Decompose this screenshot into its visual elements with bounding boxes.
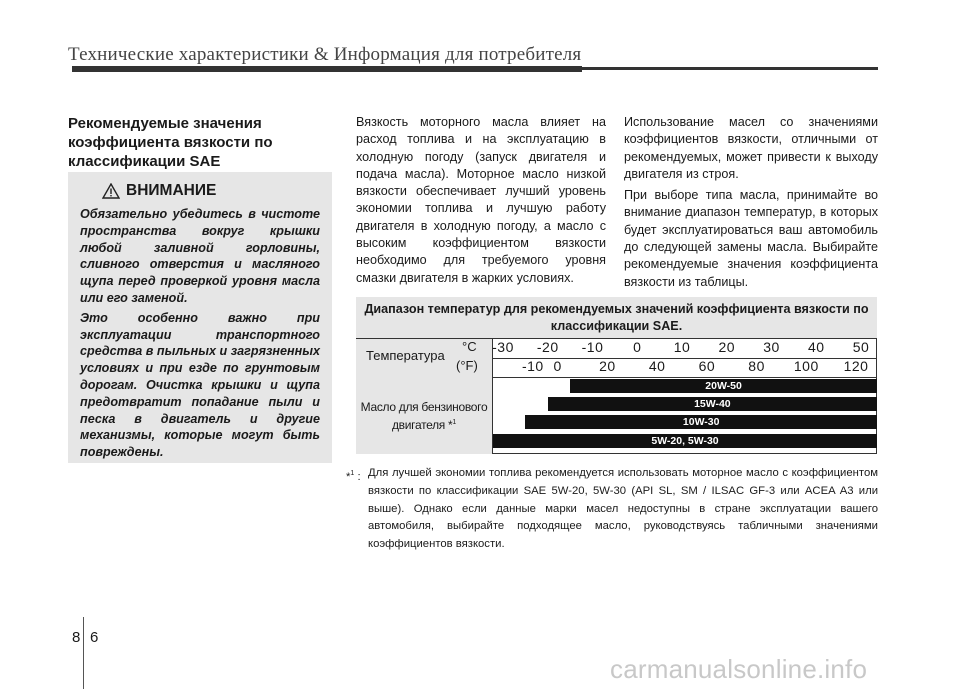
warning-triangle-icon: [102, 183, 120, 199]
fahrenheit-tick: 80: [748, 358, 765, 374]
page-number-divider: [83, 617, 84, 689]
page-number: 6: [90, 629, 99, 646]
warning-label: ВНИМАНИЕ: [126, 182, 217, 199]
right-paragraph-1: Использование масел со значениями коэффициентов вязкости, отличными от рекомендуемых, может привести к выходу двигателя из строя.: [624, 115, 878, 181]
celsius-tick: 0: [633, 339, 642, 355]
temperature-label: Температура: [366, 348, 445, 363]
page-header-title: Технические характеристики & Информация для потребителя: [68, 44, 582, 65]
viscosity-paragraph: Вязкость моторного масла влияет на расход топлива и на эксплуатацию в холодную погоду (запуск двигателя и подача масла). Моторное масло низкой вязкости обеспечивает лучший уровень экономии топлива и лучшую работу двигателя в холодную погоду, а масло с высоким коэффициентом вязкости необходимо для требуемого уровня смазки двигателя в жарких условиях.: [356, 115, 606, 285]
fahrenheit-tick: 20: [599, 358, 616, 374]
right-column: [624, 114, 878, 295]
footnote-mark: *$^1$ :: [346, 470, 361, 483]
section-title: Рекомендуемые значения коэффициента вязкости по классификации SAE: [68, 115, 273, 170]
unit-celsius: °C: [462, 339, 477, 354]
celsius-tick: 30: [763, 339, 780, 355]
fahrenheit-scale: [493, 358, 877, 378]
warning-header: [102, 182, 320, 200]
celsius-tick: 50: [852, 339, 870, 355]
celsius-scale: [493, 339, 877, 359]
celsius-tick: 20: [718, 339, 736, 355]
middle-column: [356, 114, 606, 287]
oil-label: Масло для бензинового двигателя *: [360, 400, 488, 432]
celsius-tick: -20: [536, 339, 559, 355]
celsius-tick: 10: [673, 339, 691, 355]
celsius-tick: -10: [581, 339, 604, 355]
fahrenheit-tick: 60: [698, 358, 716, 374]
fahrenheit-tick: -10: [521, 358, 544, 374]
table-title: Диапазон температур для рекомендуемых значений коэффициента вязкости по классификации SAE.: [356, 297, 877, 339]
fahrenheit-tick: 100: [793, 358, 819, 374]
oil-label-cell: [356, 377, 493, 454]
celsius-tick: -30: [492, 339, 514, 355]
header-rule-accent: [72, 66, 582, 72]
viscosity-bar: 10W-30: [525, 415, 877, 429]
viscosity-bar: 20W-50: [570, 379, 877, 393]
celsius-tick: 40: [807, 339, 825, 355]
fahrenheit-tick: 0: [553, 358, 562, 374]
watermark: carmanualsonline.info: [610, 654, 868, 684]
right-paragraph-2: При выборе типа масла, принимайте во внимание диапазон температур, в которых будет эксплуатироваться ваш автомобиль до следующей замены масла. Выбирайте рекомендуемые значения коэффициента вязкости из таблицы.: [624, 188, 878, 289]
page-number-chapter: 8: [72, 629, 81, 646]
fahrenheit-tick: 120: [843, 358, 869, 374]
footnote: [346, 465, 878, 554]
viscosity-bars: [493, 377, 877, 454]
viscosity-bar: 5W-20, 5W-30: [493, 434, 877, 448]
footnote-text: Для лучшей экономии топлива рекомендуется использовать моторное масло с коэффициентом вязкости по классификации SAE 5W-20, 5W-30 (API SL, SM / ILSAC GF-3 или ACEA A3 или выше). Однако если данные марки масел недоступны в стране эксплуатации вашего автомобиля, выбирайте подходящее масло, руководствуясь табличными значениями коэффициентов вязкости.: [368, 467, 878, 551]
viscosity-bar: 15W-40: [548, 397, 877, 411]
oil-label-sup: 1: [452, 419, 457, 426]
unit-fahrenheit: (°F): [456, 358, 478, 373]
fahrenheit-tick: 40: [648, 358, 666, 374]
warning-box: [68, 172, 332, 463]
warning-paragraph-2: Это особенно важно при эксплуатации транспортного средства в пыльных и загрязненных условиях и при езде по грунтовым дорогам. Очистка крышки и щупа предотвратит попадание пыли и песка в двигатель и другие механизмы, которые могут быть повреждены.: [80, 310, 320, 460]
warning-paragraph-1: Обязательно убедитесь в чистоте пространства вокруг крышки любой заливной горловины, сливного отверстия и масляного щупа перед проверкой уровня масла или его заменой.: [80, 207, 320, 305]
